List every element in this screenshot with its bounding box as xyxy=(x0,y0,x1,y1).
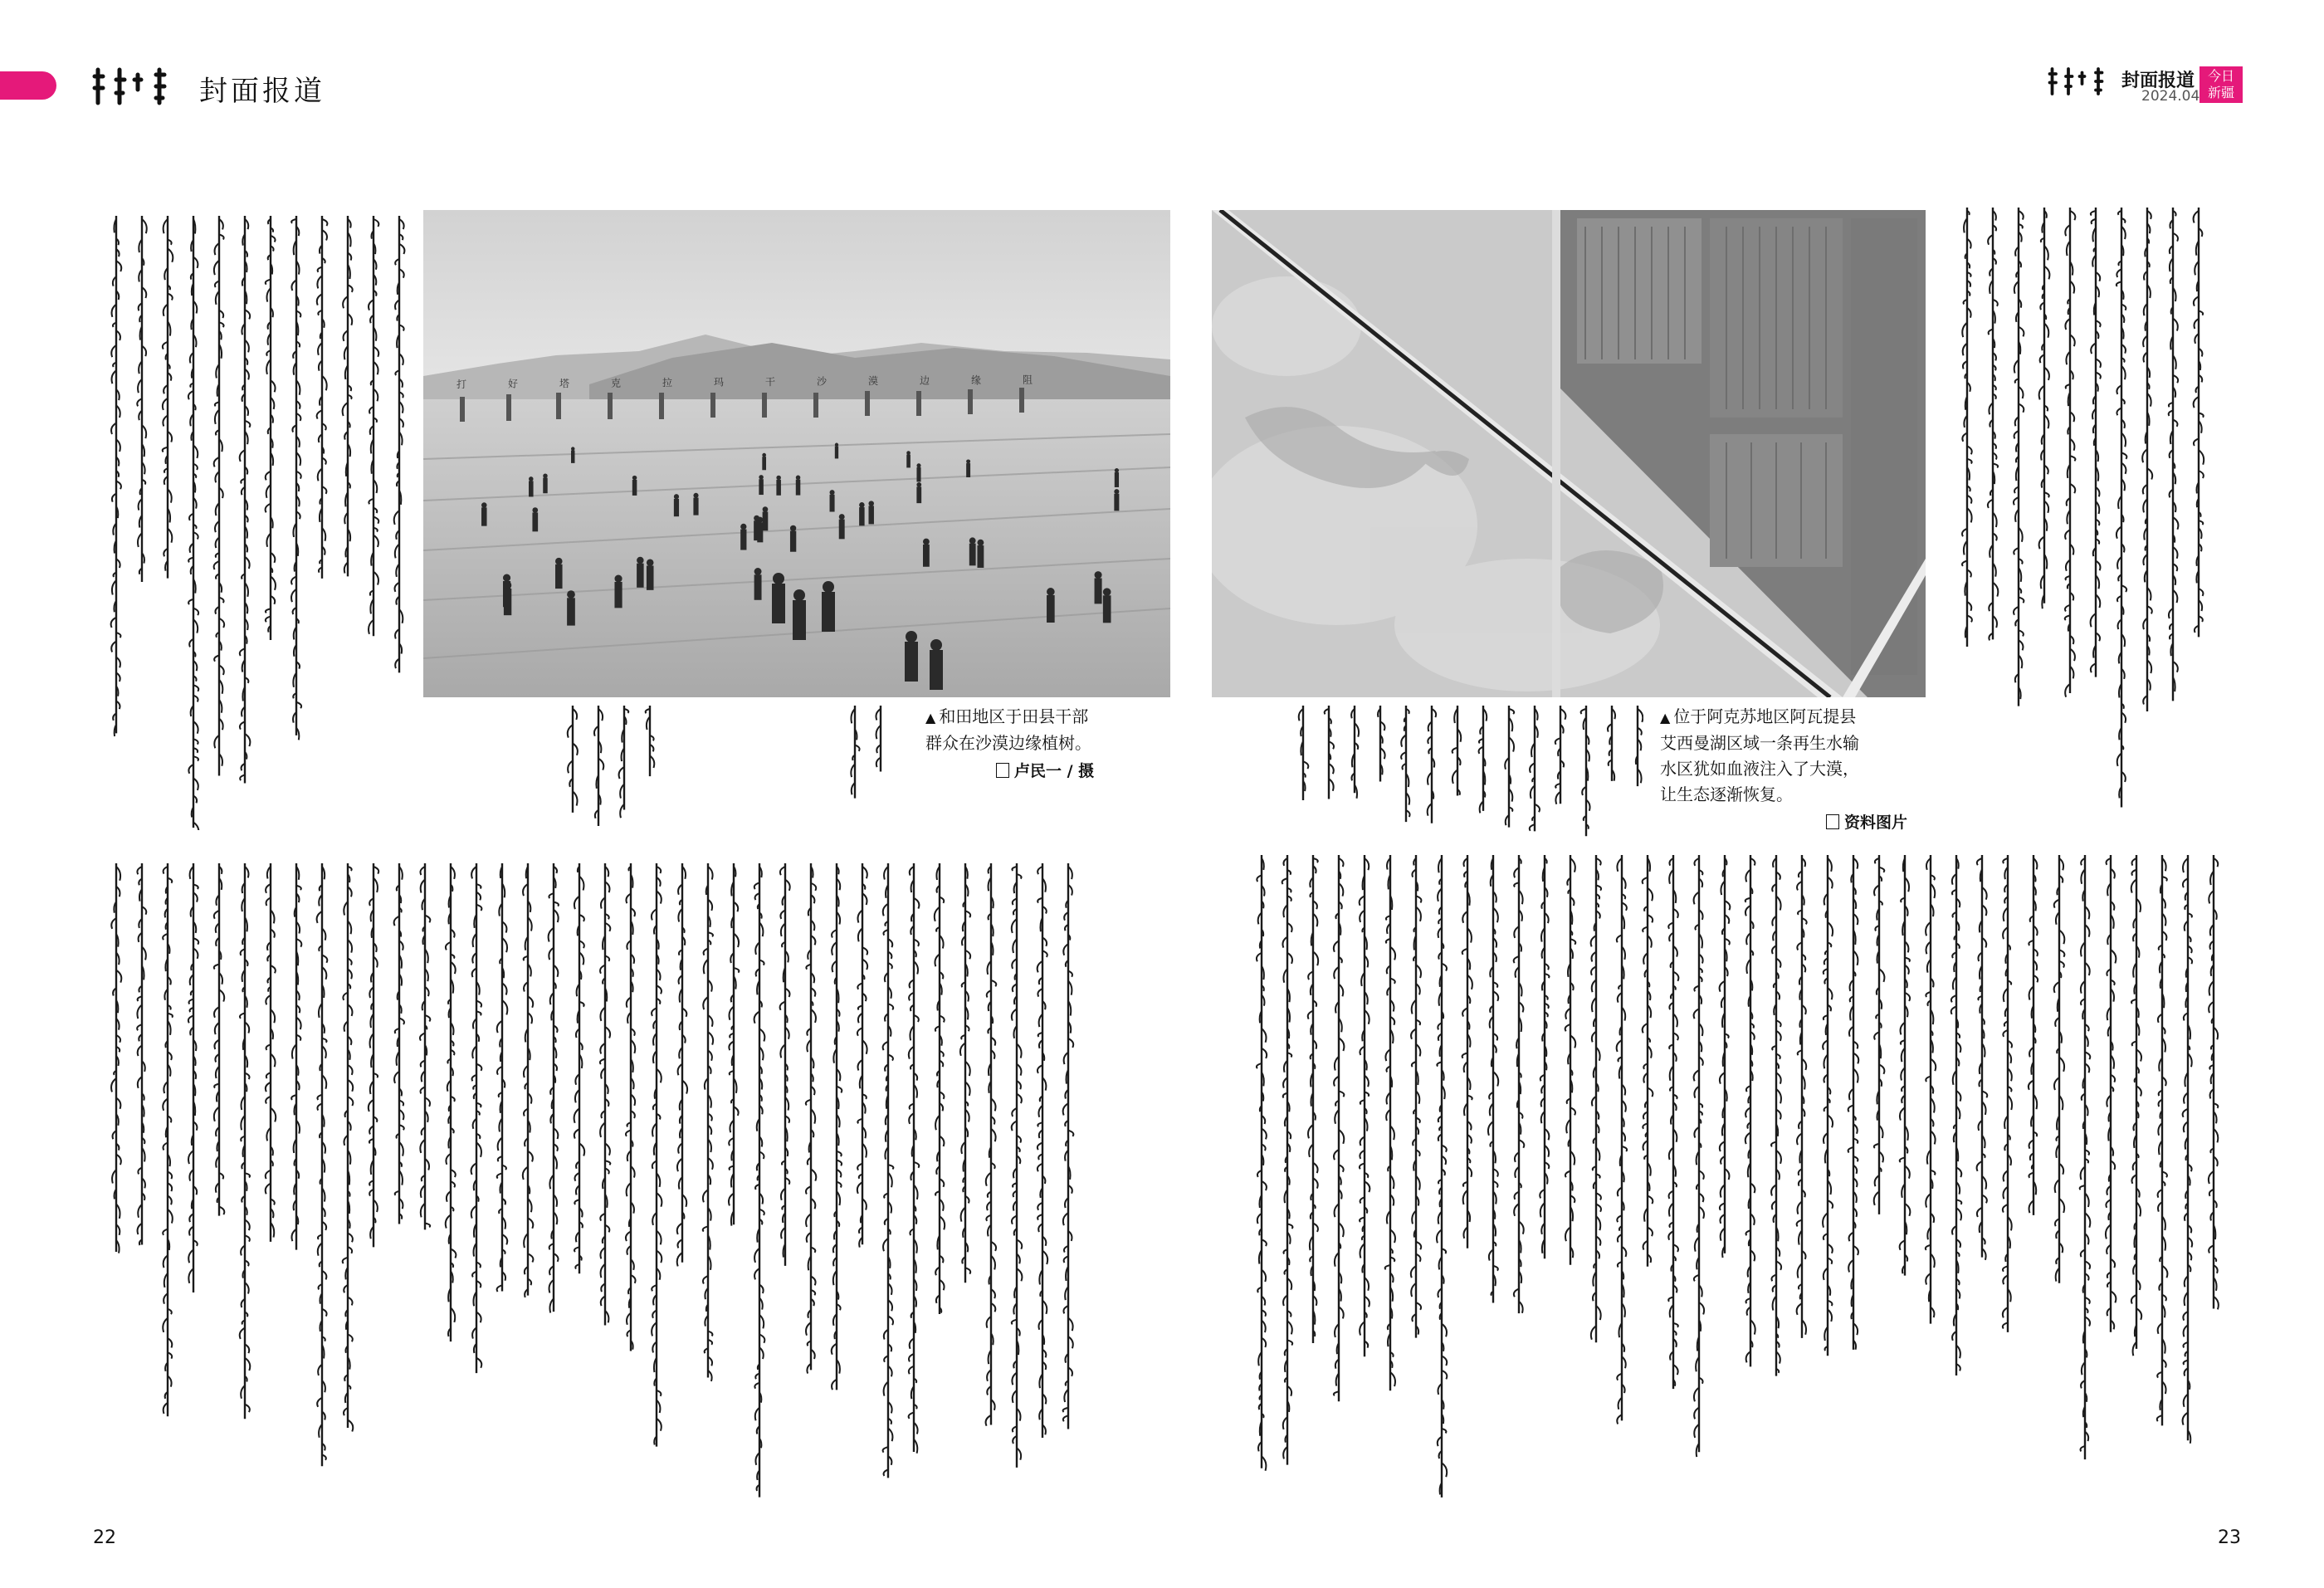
magazine-logo: 今日 新疆 xyxy=(2200,66,2243,103)
person-head xyxy=(529,476,534,481)
sign-character: 沙 xyxy=(817,375,828,388)
person-head xyxy=(790,525,796,531)
person-head xyxy=(839,514,845,520)
person-silhouette xyxy=(830,495,835,512)
person-silhouette xyxy=(674,499,679,516)
person-silhouette xyxy=(529,481,534,496)
page-number: 22 xyxy=(93,1527,116,1548)
person-silhouette xyxy=(637,564,643,588)
person-head xyxy=(868,501,873,506)
header-mongolian-script xyxy=(90,65,189,108)
sign-character: 拉 xyxy=(662,377,673,388)
caption-marker: ▲ xyxy=(1660,710,1671,726)
person-head xyxy=(504,581,511,589)
sign-character: 塔 xyxy=(559,378,570,389)
person-silhouette xyxy=(868,506,873,524)
person-silhouette xyxy=(481,507,487,525)
sign-character: 干 xyxy=(765,376,776,388)
person-silhouette xyxy=(1047,595,1055,623)
sign-character: 打 xyxy=(456,379,467,390)
section-tab xyxy=(0,71,56,100)
mongolian-text-block xyxy=(108,216,407,830)
page-number: 23 xyxy=(2218,1527,2241,1548)
person-head xyxy=(632,476,637,481)
page-section-title: 封面报道 xyxy=(2121,71,2195,91)
page-section-title: 封面报道 xyxy=(199,75,325,108)
person-head xyxy=(1103,588,1111,596)
person-silhouette xyxy=(969,544,976,566)
caption-marker: ▲ xyxy=(925,710,936,726)
person-silhouette xyxy=(1114,494,1119,511)
person-head xyxy=(503,574,510,582)
person-head xyxy=(571,447,574,450)
person-head xyxy=(796,476,801,481)
person-head xyxy=(1095,571,1102,579)
sign-character: 缘 xyxy=(971,374,982,386)
person-head xyxy=(754,568,762,575)
person-head xyxy=(916,463,920,467)
issue-date: 2024.04 xyxy=(2141,88,2200,105)
caption-line: 位于阿克苏地区阿瓦提县 xyxy=(1673,706,1857,726)
person-head xyxy=(481,502,487,508)
person-silhouette xyxy=(1115,472,1119,487)
person-silhouette xyxy=(905,642,918,682)
person-silhouette xyxy=(571,451,574,463)
person-head xyxy=(776,476,781,481)
credit-box-icon xyxy=(996,763,1009,778)
header-mongolian-script xyxy=(2046,65,2121,108)
person-head xyxy=(966,459,970,463)
person-silhouette xyxy=(567,598,575,625)
person-silhouette xyxy=(532,512,538,531)
photo-credit: 资料图片 xyxy=(1826,810,1907,833)
person-silhouette xyxy=(1095,578,1102,603)
sign-character: 克 xyxy=(611,377,622,389)
person-silhouette xyxy=(754,574,762,599)
person-silhouette xyxy=(835,447,838,459)
caption-line: 群众在沙漠边缘植树。 xyxy=(925,733,1091,753)
person-head xyxy=(693,493,698,498)
mongolian-caption xyxy=(847,706,905,805)
caption-line: 艾西曼湖区域一条再生水输 xyxy=(1660,733,1859,753)
person-head xyxy=(830,490,835,495)
aerial-canal-photo xyxy=(1212,210,1926,697)
person-head xyxy=(1114,489,1119,494)
tree-planting-photo xyxy=(423,210,1170,697)
person-head xyxy=(740,524,746,530)
mongolian-caption xyxy=(1295,706,1643,838)
photo-caption xyxy=(1660,704,1859,808)
sign-character: 玛 xyxy=(714,376,725,388)
person-silhouette xyxy=(966,463,970,477)
person-silhouette xyxy=(555,564,563,589)
person-silhouette xyxy=(693,498,698,515)
person-silhouette xyxy=(930,650,943,690)
person-silhouette xyxy=(1103,595,1111,623)
person-head xyxy=(614,574,622,582)
person-silhouette xyxy=(839,520,845,540)
sign-character: 好 xyxy=(508,378,519,390)
mongolian-text-block xyxy=(108,863,1087,1502)
sign-character: 阻 xyxy=(1023,374,1033,386)
person-head xyxy=(916,482,921,487)
person-head xyxy=(1047,588,1055,596)
person-head xyxy=(532,507,538,513)
person-head xyxy=(793,589,805,601)
person-head xyxy=(647,559,654,566)
person-silhouette xyxy=(740,530,746,550)
caption-line: 和田地区于田县干部 xyxy=(939,706,1089,726)
person-silhouette xyxy=(614,582,622,608)
person-silhouette xyxy=(754,520,759,540)
person-silhouette xyxy=(790,531,796,552)
person-head xyxy=(906,451,911,455)
person-silhouette xyxy=(776,480,781,496)
sign-character: 边 xyxy=(920,374,930,387)
person-silhouette xyxy=(859,507,865,525)
person-head xyxy=(823,581,834,593)
person-head xyxy=(555,558,563,565)
person-silhouette xyxy=(762,457,766,470)
person-head xyxy=(674,494,679,499)
person-silhouette xyxy=(772,584,785,623)
person-silhouette xyxy=(906,455,911,468)
person-head xyxy=(930,639,942,651)
person-silhouette xyxy=(793,600,806,640)
caption-line: 水区犹如血液注入了大漠， xyxy=(1660,759,1859,779)
mongolian-text-block xyxy=(1253,855,2224,1502)
person-head xyxy=(969,537,976,544)
person-head xyxy=(923,539,930,545)
person-silhouette xyxy=(543,478,547,494)
person-silhouette xyxy=(916,486,921,503)
person-head xyxy=(759,475,764,480)
credit-box-icon xyxy=(1826,814,1839,829)
mongolian-text-block xyxy=(1959,208,2224,838)
sign-character: 漠 xyxy=(868,375,879,387)
right-page xyxy=(1162,0,2324,1588)
mongolian-caption xyxy=(564,706,664,830)
person-silhouette xyxy=(504,589,511,615)
photo-caption xyxy=(925,704,1091,756)
person-silhouette xyxy=(647,565,654,589)
person-head xyxy=(835,443,838,447)
person-silhouette xyxy=(977,545,984,568)
person-head xyxy=(543,473,547,477)
person-silhouette xyxy=(916,467,920,481)
person-silhouette xyxy=(759,479,764,495)
person-head xyxy=(567,590,575,599)
photo-credit: 卢民一 / 摄 xyxy=(996,759,1094,781)
person-head xyxy=(859,502,865,508)
person-head xyxy=(906,631,917,643)
person-head xyxy=(1115,468,1119,472)
person-silhouette xyxy=(822,592,835,632)
person-head xyxy=(977,540,984,546)
person-silhouette xyxy=(632,480,637,496)
person-head xyxy=(763,506,769,512)
caption-line: 让生态逐渐恢复。 xyxy=(1660,784,1793,804)
person-head xyxy=(762,453,766,457)
person-silhouette xyxy=(923,545,930,567)
person-silhouette xyxy=(796,480,801,496)
person-head xyxy=(754,515,759,521)
person-head xyxy=(773,573,784,584)
person-head xyxy=(637,557,643,564)
person-silhouette xyxy=(763,511,769,530)
